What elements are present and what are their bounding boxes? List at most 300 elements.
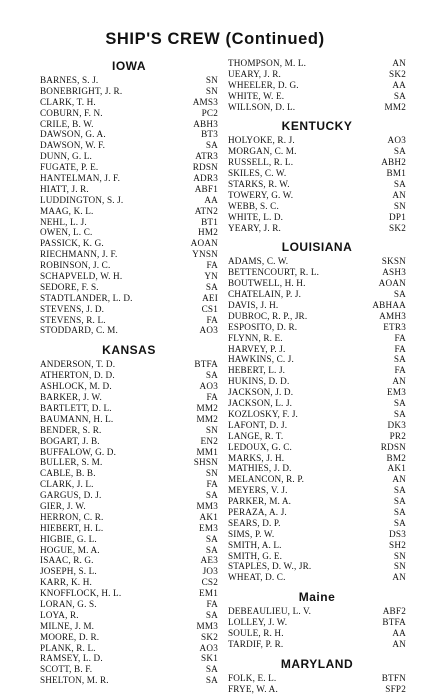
crew-name: MORGAN, C. M. <box>228 146 297 157</box>
crew-row <box>40 315 218 326</box>
crew-name: TARDIF, P. R. <box>228 638 284 649</box>
crew-row <box>228 322 406 333</box>
crew-name: ASHLOCK, M. D. <box>40 381 112 392</box>
crew-name: CHATELAIN, P. J. <box>228 289 302 300</box>
crew-name: WHEAT, D. C. <box>228 572 286 583</box>
crew-rate: SA <box>393 354 406 365</box>
crew-row <box>228 311 406 322</box>
crew-rate: SA <box>393 90 406 101</box>
crew-row <box>40 129 218 140</box>
crew-row <box>228 496 406 507</box>
crew-row <box>40 643 218 654</box>
crew-name: ADAMS, C. W. <box>228 256 289 267</box>
crew-name: CLARK, T. H. <box>40 96 96 107</box>
crew-rate: ABF2 <box>382 606 406 617</box>
crew-name: MELANCON, R. P. <box>228 474 305 485</box>
crew-row <box>228 639 406 650</box>
crew-rate: SK2 <box>389 68 406 79</box>
crew-name: DUBROC, R. P., JR. <box>228 310 308 321</box>
crew-rate: ETR3 <box>383 321 406 332</box>
crew-name: LANGE, R. T. <box>228 430 284 441</box>
crew-rate: CS2 <box>201 577 218 588</box>
crew-row <box>40 468 218 479</box>
crew-name: LUDDINGTON, S. J. <box>40 194 124 205</box>
crew-name: JACKSON, L. J. <box>228 398 293 409</box>
crew-name: DEBEAULIEU, L. V. <box>228 606 312 617</box>
crew-name: BARTLETT, D. L. <box>40 402 112 413</box>
crew-name: ESPOSITO, D. R. <box>228 321 298 332</box>
crew-name: RUSSELL, R. L. <box>228 157 294 168</box>
crew-name: WHITE, W. E. <box>228 90 285 101</box>
crew-rate: AN <box>392 474 406 485</box>
crew-name: COBURN, F. N. <box>40 107 103 118</box>
crew-rate: FA <box>394 343 406 354</box>
crew-rate: BT3 <box>201 129 218 140</box>
crew-rate: SA <box>393 179 406 190</box>
crew-name: BOGART, J. B. <box>40 435 100 446</box>
crew-row <box>228 606 406 617</box>
crew-row <box>228 223 406 234</box>
crew-rate: AEI <box>202 292 218 303</box>
crew-name: DAWSON, W. F. <box>40 140 106 151</box>
roster-column-right <box>228 58 406 695</box>
crew-name: MEYERS, V. J. <box>228 485 288 496</box>
crew-rate: SA <box>205 140 218 151</box>
crew-rate: JO3 <box>202 566 218 577</box>
crew-row <box>228 80 406 91</box>
crew-rate: BM1 <box>386 168 406 179</box>
crew-rate: EM1 <box>199 588 218 599</box>
crew-name: SCHAPVELD, W. H. <box>40 271 123 282</box>
crew-name: HEBERT, L. J. <box>228 365 286 376</box>
crew-rate: AOAN <box>378 278 406 289</box>
crew-name: HANTELMAN, J. F. <box>40 173 121 184</box>
crew-row <box>40 282 218 293</box>
crew-rate: AO3 <box>387 135 406 146</box>
crew-row <box>40 381 218 392</box>
crew-rate: AO3 <box>199 381 218 392</box>
crew-rate: PR2 <box>389 430 406 441</box>
crew-row <box>40 293 218 304</box>
state-heading: Maine <box>298 590 336 605</box>
crew-row <box>228 91 406 102</box>
crew-rate: SA <box>393 398 406 409</box>
crew-rate: AO3 <box>199 642 218 653</box>
crew-rate: PC2 <box>201 107 218 118</box>
crew-name: BARNES, S. J. <box>40 75 99 85</box>
crew-row <box>40 97 218 108</box>
crew-name: NEHL, L. J. <box>40 216 87 227</box>
page-title: SHIP'S CREW (Continued) <box>105 30 325 48</box>
crew-row <box>228 420 406 431</box>
crew-row <box>228 684 406 695</box>
crew-row <box>228 387 406 398</box>
crew-rate: SH2 <box>389 539 406 550</box>
crew-row <box>40 457 218 468</box>
crew-row <box>228 507 406 518</box>
crew-row <box>228 201 406 212</box>
crew-rate: BT1 <box>201 216 218 227</box>
crew-name: THOMPSON, M. L. <box>228 58 307 68</box>
crew-row <box>40 238 218 249</box>
crew-rate: FA <box>394 332 406 343</box>
crew-name: HOLYOKE, R. J. <box>228 135 295 146</box>
crew-name: STARKS, R. W. <box>228 179 290 190</box>
crew-name: UEARY, J. R. <box>228 68 281 79</box>
crew-name: SEARS, D. P. <box>228 517 281 528</box>
crew-row <box>40 566 218 577</box>
crew-name: STAPLES, D. W., JR. <box>228 561 312 572</box>
crew-rate: AA <box>392 79 406 90</box>
crew-row <box>40 675 218 686</box>
crew-rate: SN <box>393 561 406 572</box>
state-heading: IOWA <box>112 59 146 73</box>
crew-name: JACKSON, J. D. <box>228 387 294 398</box>
crew-rate: FA <box>206 479 218 490</box>
crew-row <box>40 621 218 632</box>
crew-name: MOORE, D. R. <box>40 631 100 642</box>
crew-rate: EN2 <box>200 435 218 446</box>
crew-name: WILLSON, D. L. <box>228 101 296 112</box>
crew-row <box>40 523 218 534</box>
crew-row <box>228 354 406 365</box>
crew-row <box>228 69 406 80</box>
crew-rate: AA <box>204 194 218 205</box>
crew-rate: SA <box>393 289 406 300</box>
crew-rate: SK2 <box>389 222 406 233</box>
crew-row <box>40 555 218 566</box>
crew-name: CABLE, B. B. <box>40 468 96 479</box>
crew-name: HIGBIE, G. L. <box>40 533 97 544</box>
crew-name: FLYNN, R. E. <box>228 332 283 343</box>
crew-row <box>40 325 218 336</box>
crew-rate: FA <box>206 392 218 403</box>
crew-rate: SN <box>205 85 218 96</box>
crew-name: YEARY, J. R. <box>228 222 281 233</box>
crew-name: GARGUS, D. J. <box>40 490 102 501</box>
crew-row <box>40 249 218 260</box>
crew-name: JOSEPH, S. L. <box>40 566 97 577</box>
crew-name: BONEBRIGHT, J. R. <box>40 85 123 96</box>
crew-name: HARVEY, P. J. <box>228 343 286 354</box>
crew-name: STADTLANDER, L. D. <box>40 292 133 303</box>
crew-rate: EM3 <box>199 522 218 533</box>
crew-rate: DS3 <box>389 528 406 539</box>
crew-name: HIEBERT, H. L. <box>40 522 104 533</box>
crew-rate: SN <box>205 468 218 479</box>
crew-name: SEDORE, F. S. <box>40 281 99 292</box>
crew-name: HUKINS, D. D. <box>228 376 290 387</box>
crew-rate: CS1 <box>201 303 218 314</box>
crew-rate: SA <box>205 533 218 544</box>
crew-rate: MM3 <box>196 500 218 511</box>
crew-rate: SA <box>205 281 218 292</box>
crew-name: MATHIES, J. D. <box>228 463 292 474</box>
crew-row <box>40 151 218 162</box>
crew-rate: AK1 <box>387 463 406 474</box>
crew-row <box>40 173 218 184</box>
crew-rate: SN <box>393 550 406 561</box>
crew-row <box>40 184 218 195</box>
crew-name: HOGUE, M. A. <box>40 544 100 555</box>
crew-row <box>228 135 406 146</box>
crew-rate: EM3 <box>387 387 406 398</box>
crew-rate: SA <box>393 485 406 496</box>
crew-name: SHELTON, M. R. <box>40 675 109 686</box>
crew-row <box>228 442 406 453</box>
crew-row <box>40 271 218 282</box>
crew-rate: SA <box>393 408 406 419</box>
crew-row <box>40 447 218 458</box>
crew-rate: ATN2 <box>194 205 218 216</box>
crew-row <box>40 664 218 675</box>
crew-rate: SN <box>393 200 406 211</box>
crew-rate: RDSN <box>380 441 406 452</box>
crew-row <box>40 392 218 403</box>
crew-row <box>228 673 406 684</box>
roster-column-left <box>40 58 218 686</box>
crew-row <box>228 289 406 300</box>
crew-name: LOLLEY, J. W. <box>228 617 288 628</box>
crew-name: KARR, K. H. <box>40 577 92 588</box>
crew-row <box>228 398 406 409</box>
crew-row <box>40 490 218 501</box>
crew-rate: AA <box>392 627 406 638</box>
crew-row <box>228 376 406 387</box>
crew-name: STODDARD, C. M. <box>40 325 118 336</box>
crew-row <box>40 534 218 545</box>
crew-rate: ATR3 <box>195 151 218 162</box>
crew-name: SMITH, G. E. <box>228 550 283 561</box>
crew-rate: SA <box>205 675 218 686</box>
crew-name: FUGATE, P. E. <box>40 162 99 173</box>
crew-row <box>228 58 406 69</box>
crew-row <box>40 217 218 228</box>
crew-name: SKILES, C. W. <box>228 168 287 179</box>
state-heading: LOUISIANA <box>281 240 353 255</box>
state-heading: MARYLAND <box>280 656 354 671</box>
crew-row <box>40 545 218 556</box>
crew-rate: AMS3 <box>192 96 218 107</box>
crew-row <box>40 359 218 370</box>
crew-row <box>40 610 218 621</box>
crew-rate: AE3 <box>200 555 218 566</box>
crew-row <box>228 561 406 572</box>
crew-row <box>228 551 406 562</box>
crew-rate: SFP2 <box>385 683 406 694</box>
crew-row <box>228 453 406 464</box>
crew-name: SIMS, P. W. <box>228 528 275 539</box>
crew-rate: BTFN <box>381 672 406 683</box>
crew-row <box>228 256 406 267</box>
crew-rate: AK1 <box>199 511 218 522</box>
crew-name: BULLER, S. M. <box>40 457 103 468</box>
crew-row <box>228 572 406 583</box>
crew-rate: AN <box>392 638 406 649</box>
crew-rate: MM3 <box>196 620 218 631</box>
crew-rate: FA <box>206 260 218 271</box>
crew-name: WHEELER, D. G. <box>228 79 299 90</box>
crew-row <box>228 344 406 355</box>
crew-name: RAMSEY, L. D. <box>40 653 103 664</box>
crew-name: STEVENS, J. D. <box>40 303 105 314</box>
crew-row <box>228 267 406 278</box>
crew-row <box>228 474 406 485</box>
crew-name: ISAAC, R. G. <box>40 555 94 566</box>
crew-row <box>40 577 218 588</box>
crew-name: TOWERY, G. W. <box>228 189 294 200</box>
crew-rate: SA <box>205 490 218 501</box>
crew-name: WEBB, S. C. <box>228 200 279 211</box>
crew-rate: SHSN <box>193 457 218 468</box>
crew-name: SMITH, A. L. <box>228 539 282 550</box>
crew-rate: FA <box>206 314 218 325</box>
crew-row <box>228 617 406 628</box>
crew-rate: FA <box>394 365 406 376</box>
crew-name: DUNN, G. L. <box>40 151 92 162</box>
crew-rate: MM2 <box>196 413 218 424</box>
crew-rate: ABF1 <box>194 183 218 194</box>
crew-rate: BTFA <box>194 359 218 370</box>
crew-row <box>40 86 218 97</box>
crew-name: BETTENCOURT, R. L. <box>228 267 320 278</box>
crew-rate: ABHAA <box>372 300 406 311</box>
crew-row <box>228 278 406 289</box>
crew-name: PARKER, M. A. <box>228 496 292 507</box>
crew-name: BOUTWELL, H. H. <box>228 278 306 289</box>
crew-rate: SN <box>205 75 218 85</box>
crew-name: ATHERTON, D. D. <box>40 370 115 381</box>
crew-name: CRILE, B. W. <box>40 118 94 129</box>
crew-row <box>228 628 406 639</box>
crew-rate: SA <box>393 496 406 507</box>
crew-name: LEDOUX, G. C. <box>228 441 292 452</box>
crew-rate: SN <box>205 424 218 435</box>
crew-name: BUFFALOW, G. D. <box>40 446 117 457</box>
crew-name: DAWSON, G. A. <box>40 129 106 140</box>
crew-name: KOZLOSKY, F. J. <box>228 408 299 419</box>
crew-row <box>228 157 406 168</box>
crew-rate: MM2 <box>196 402 218 413</box>
crew-row <box>40 75 218 86</box>
crew-rate: BTFA <box>382 617 406 628</box>
crew-row <box>40 206 218 217</box>
crew-name: PERAZA, A. J. <box>228 506 287 517</box>
crew-row <box>40 632 218 643</box>
crew-rate: YNSN <box>192 249 218 260</box>
crew-rate: SK2 <box>201 631 218 642</box>
crew-rate: BM2 <box>386 452 406 463</box>
crew-name: SCOTT, B. F. <box>40 664 93 675</box>
crew-row <box>228 485 406 496</box>
crew-rate: SA <box>393 517 406 528</box>
crew-name: DAVIS, J. H. <box>228 300 279 311</box>
crew-name: BAUMANN, H. L. <box>40 413 114 424</box>
crew-rate: DP1 <box>389 211 406 222</box>
crew-rate: AOAN <box>190 238 218 249</box>
crew-name: HIATT, J. R. <box>40 183 89 194</box>
crew-row <box>228 168 406 179</box>
crew-row <box>40 162 218 173</box>
crew-name: HERRON, C. R. <box>40 511 104 522</box>
crew-rate: HM2 <box>198 227 218 238</box>
crew-rate: ADR3 <box>193 173 218 184</box>
crew-name: BARKER, J. W. <box>40 392 102 403</box>
crew-row <box>40 599 218 610</box>
crew-rate: FA <box>206 598 218 609</box>
crew-name: BENDER, S. R. <box>40 424 102 435</box>
crew-row <box>40 119 218 130</box>
crew-name: LOYA, R. <box>40 609 79 620</box>
crew-name: CLARK, J. L. <box>40 479 94 490</box>
crew-name: MARKS, J. H. <box>228 452 285 463</box>
crew-row <box>40 501 218 512</box>
state-heading: KENTUCKY <box>281 119 353 134</box>
crew-rate: YN <box>204 271 218 282</box>
crew-name: MAAG, K. L. <box>40 205 94 216</box>
crew-rate: SK1 <box>201 653 218 664</box>
crew-row <box>228 529 406 540</box>
crew-name: SOULE, R. H. <box>228 627 284 638</box>
crew-row <box>228 365 406 376</box>
crew-name: GIER, J. W. <box>40 500 86 511</box>
crew-rate: DK3 <box>387 419 406 430</box>
crew-name: PASSICK, K. G. <box>40 238 104 249</box>
crew-row <box>228 518 406 529</box>
crew-rate: MM2 <box>384 101 406 112</box>
crew-name: PLANK, R. L. <box>40 642 96 653</box>
crew-row <box>40 403 218 414</box>
crew-name: FRYE, W. A. <box>228 683 278 694</box>
crew-row <box>228 409 406 420</box>
crew-row <box>228 190 406 201</box>
crew-row <box>228 540 406 551</box>
crew-row <box>228 463 406 474</box>
crew-rate: AN <box>392 572 406 583</box>
crew-row <box>40 370 218 381</box>
crew-row <box>40 227 218 238</box>
crew-name: ROBINSON, J. C. <box>40 260 111 271</box>
state-heading: KANSAS <box>102 343 156 358</box>
crew-rate: SA <box>205 370 218 381</box>
crew-name: FOLK, E. L. <box>228 672 277 683</box>
crew-rate: ABH3 <box>193 118 218 129</box>
crew-row <box>40 140 218 151</box>
crew-row <box>228 333 406 344</box>
crew-name: LORAN, G. S. <box>40 598 97 609</box>
crew-row <box>228 300 406 311</box>
crew-row <box>40 414 218 425</box>
crew-name: OWEN, L. C. <box>40 227 93 238</box>
crew-row <box>228 431 406 442</box>
crew-rate: SA <box>205 664 218 675</box>
crew-row <box>40 436 218 447</box>
crew-row <box>40 512 218 523</box>
crew-rate: SKSN <box>381 256 406 267</box>
crew-rate: AN <box>392 376 406 387</box>
crew-rate: RDSN <box>192 162 218 173</box>
crew-name: LAFONT, D. J. <box>228 419 288 430</box>
crew-rate: SA <box>393 506 406 517</box>
crew-row <box>40 479 218 490</box>
crew-row <box>228 179 406 190</box>
crew-name: HAWKINS, C. J. <box>228 354 294 365</box>
crew-row <box>228 212 406 223</box>
crew-rate: AN <box>392 58 406 68</box>
crew-row <box>40 588 218 599</box>
crew-row <box>40 304 218 315</box>
crew-rate: SA <box>205 544 218 555</box>
